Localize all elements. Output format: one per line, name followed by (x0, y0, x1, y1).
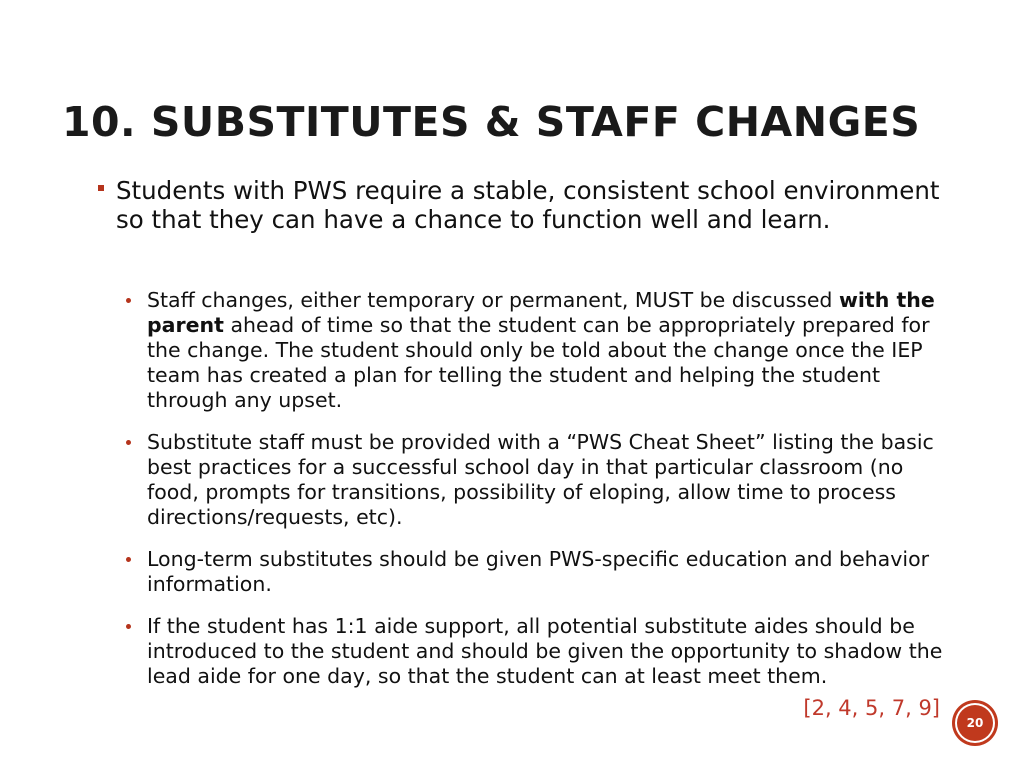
square-bullet-icon (98, 185, 104, 191)
references-citation: [2, 4, 5, 7, 9] (803, 696, 940, 720)
slide-title: 10. SUBSTITUTES & STAFF CHANGES (62, 98, 921, 146)
round-bullet-icon (126, 298, 131, 303)
sub-bullet (126, 547, 946, 597)
sub-bullet (126, 430, 946, 530)
sub-bullet-text: Long-term substitutes should be given PWS-specific education and behavior information. (147, 547, 930, 596)
sub-bullet-text: Substitute staff must be provided with a “PWS Cheat Sheet” listing the basic best practices for a successful school day in that particular classroom (no food, prompts for transitions, possibility of eloping, allow time to process directions/requests, etc). (147, 430, 934, 529)
main-bullet (98, 176, 948, 234)
round-bullet-icon (126, 557, 131, 562)
sub-bullet (126, 288, 946, 413)
round-bullet-icon (126, 624, 131, 629)
sub-bullet-list (126, 288, 946, 706)
round-bullet-icon (126, 440, 131, 445)
page-number-badge (955, 703, 995, 743)
emphasis-text: with the parent (147, 288, 935, 337)
page-number: 20 (966, 716, 984, 730)
sub-bullet-text: If the student has 1:1 aide support, all potential substitute aides should be introduced to the student and should be given the opportunity to shadow the lead aide for one day, so that the student can at least meet them. (147, 614, 943, 688)
sub-bullet (126, 614, 946, 689)
sub-bullet-text: Staff changes, either temporary or permanent, MUST be discussed with the parent ahead of time so that the student can be appropriately prepared for the change. The student should only be told about the change once the IEP team has created a plan for telling the student and helping the student through any upset. (147, 288, 935, 412)
main-bullet-text: Students with PWS require a stable, consistent school environment so that they can have a chance to function well and learn. (116, 176, 940, 234)
